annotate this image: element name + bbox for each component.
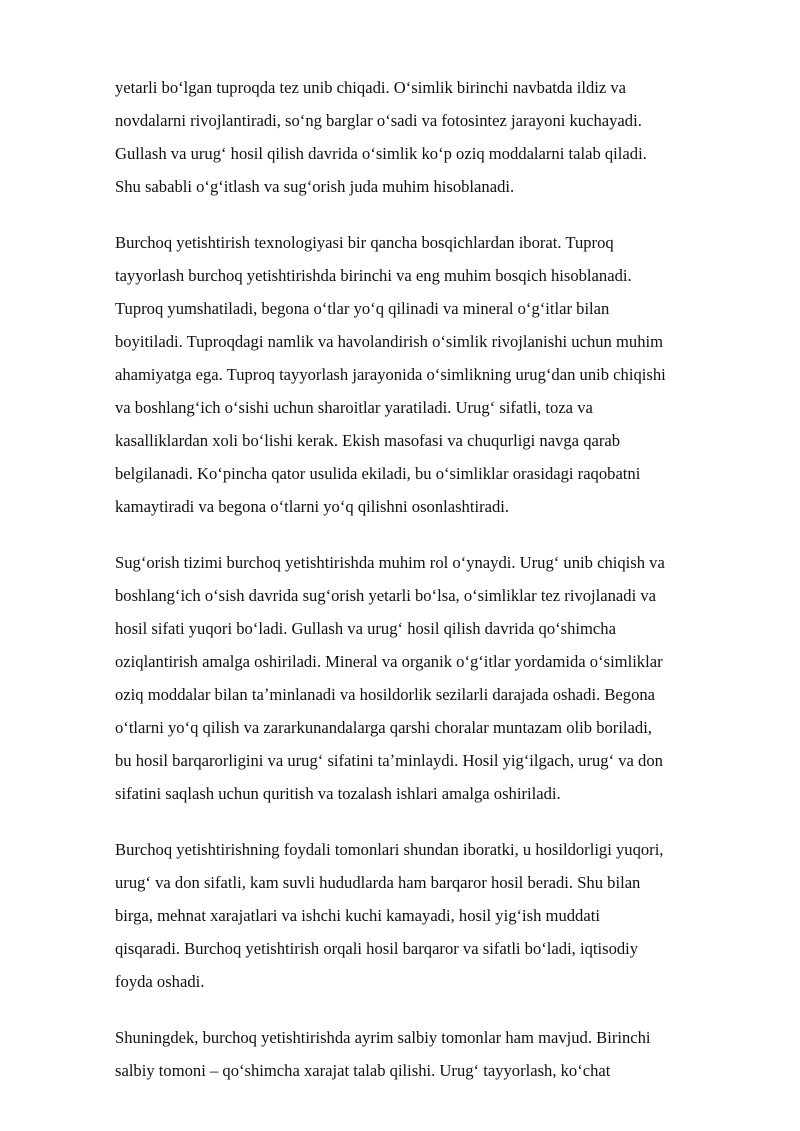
text-line: ahamiyatga ega. Tuproq tayyorlash jarayonida oʻsimlikning urugʻdan unib chiqishi xyxy=(115,365,666,384)
text-line: Sugʻorish tizimi burchoq yetishtirishda muhim rol oʻynaydi. Urugʻ unib chiqish va xyxy=(115,553,665,572)
text-line: yetarli boʻlgan tuproqda tez unib chiqadi. Oʻsimlik birinchi navbatda ildiz va xyxy=(115,78,627,97)
text-line: oʻtlarni yoʻq qilish va zararkunandalarga qarshi choralar muntazam olib boriladi, xyxy=(115,718,652,737)
text-line: boyitiladi. Tuproqdagi namlik va havolandirish oʻsimlik rivojlanishi uchun muhim xyxy=(115,332,664,351)
paragraph-irrigation-system xyxy=(115,546,767,810)
paragraph-advantages xyxy=(115,833,767,998)
text-line: belgilanadi. Koʻpincha qator usulida ekiladi, bu oʻsimliklar orasidagi raqobatni xyxy=(115,464,641,483)
text-line: tayyorlash burchoq yetishtirishda birinchi va eng muhim bosqich hisoblanadi. xyxy=(115,266,632,285)
text-line: bu hosil barqarorligini va urugʻ sifatini taʼminlaydi. Hosil yigʻilgach, urugʻ va don xyxy=(115,751,663,770)
text-line: hosil sifati yuqori boʻladi. Gullash va urugʻ hosil qilish davrida qoʻshimcha xyxy=(115,619,616,638)
text-line: sifatini saqlash uchun quritish va tozalash ishlari amalga oshiriladi. xyxy=(115,784,561,803)
text-line: Gullash va urugʻ hosil qilish davrida oʻsimlik koʻp oziq moddalarni talab qiladi. xyxy=(115,144,647,163)
paragraph-plant-growth xyxy=(115,71,767,203)
document-page xyxy=(115,71,767,1110)
text-line: Burchoq yetishtirish texnologiyasi bir qancha bosqichlardan iborat. Tuproq xyxy=(115,233,614,252)
text-line: kasalliklardan xoli boʻlishi kerak. Ekish masofasi va chuqurligi navga qarab xyxy=(115,431,621,450)
text-line: Shu sababli oʻgʻitlash va sugʻorish juda muhim hisoblanadi. xyxy=(115,177,515,196)
text-line: birga, mehnat xarajatlari va ishchi kuchi kamayadi, hosil yigʻish muddati xyxy=(115,906,600,925)
text-line: foyda oshadi. xyxy=(115,972,205,991)
text-line: qisqaradi. Burchoq yetishtirish orqali hosil barqaror va sifatli boʻladi, iqtisodiy xyxy=(115,939,639,958)
text-line: novdalarni rivojlantiradi, soʻng barglar oʻsadi va fotosintez jarayoni kuchayadi. xyxy=(115,111,642,130)
text-line: kamaytiradi va begona oʻtlarni yoʻq qilishni osonlashtiradi. xyxy=(115,497,510,516)
text-line: oziqlantirish amalga oshiriladi. Mineral va organik oʻgʻitlar yordamida oʻsimliklar xyxy=(115,652,663,671)
paragraph-cultivation-technology xyxy=(115,226,767,523)
text-line: Burchoq yetishtirishning foydali tomonlari shundan iboratki, u hosildorligi yuqori, xyxy=(115,840,664,859)
paragraph-disadvantages xyxy=(115,1021,767,1087)
text-line: urugʻ va don sifatli, kam suvli hududlarda ham barqaror hosil beradi. Shu bilan xyxy=(115,873,641,892)
text-line: Shuningdek, burchoq yetishtirishda ayrim salbiy tomonlar ham mavjud. Birinchi xyxy=(115,1028,651,1047)
text-line: boshlangʻich oʻsish davrida sugʻorish yetarli boʻlsa, oʻsimliklar tez rivojlanadi va xyxy=(115,586,657,605)
text-line: salbiy tomoni – qoʻshimcha xarajat talab qilishi. Urugʻ tayyorlash, koʻchat xyxy=(115,1061,611,1080)
text-line: Tuproq yumshatiladi, begona oʻtlar yoʻq qilinadi va mineral oʻgʻitlar bilan xyxy=(115,299,610,318)
text-line: oziq moddalar bilan taʼminlanadi va hosildorlik sezilarli darajada oshadi. Begona xyxy=(115,685,656,704)
text-line: va boshlangʻich oʻsishi uchun sharoitlar yaratiladi. Urugʻ sifatli, toza va xyxy=(115,398,593,417)
